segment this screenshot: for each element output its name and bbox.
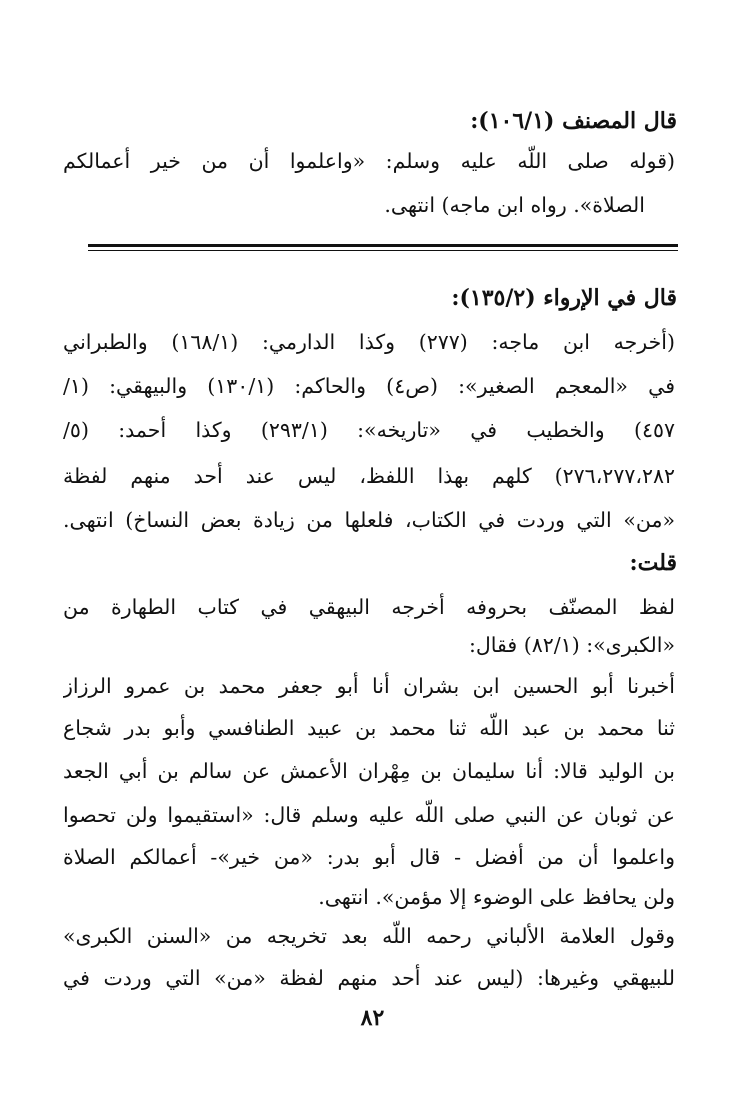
section2-line-4: ٢٧٦،٢٧٧،٢٨٢) كلهم بهذا اللفظ، ليس عند أحد منهم لفظة [63, 464, 675, 488]
section3-line-5: بن الوليد قالا: أنا سليمان بن مِهْران الأعمش عن سالم بن أبي الجعد [63, 759, 675, 783]
section3-line-9: وقول العلامة الألباني رحمه اللّه بعد تخريجه من «السنن الكبرى» [63, 924, 675, 948]
section2-line-1: (أخرجه ابن ماجه: (٢٧٧) وكذا الدارمي: (١٦٨/١) والطبراني [63, 330, 675, 354]
section3-line-2: «الكبرى»: (٨٢/١) فقال: [469, 633, 675, 657]
section3-line-8: ولن يحافظ على الوضوء إلا مؤمن». انتهى. [318, 885, 675, 909]
section1-line-2: الصلاة». رواه ابن ماجه) انتهى. [384, 193, 645, 217]
section3-heading: قلت: [629, 550, 677, 576]
section3-line-3: أخبرنا أبو الحسين ابن بشران أنا أبو جعفر محمد بن عمرو الرزاز [63, 674, 675, 698]
section3-line-1: لفظ المصنّف بحروفه أخرجه البيهقي في كتاب الطهارة من [63, 595, 675, 619]
section1-heading: قال المصنف (١٠٦/١): [470, 108, 677, 134]
section2-heading: قال في الإرواء (١٣٥/٢): [451, 285, 677, 311]
section2-line-3: ٤٥٧) والخطيب في «تاريخه»: (٢٩٣/١) وكذا أحمد: (٥/ [63, 418, 675, 442]
section2-line-2: في «المعجم الصغير»: (ص٤) والحاكم: (١٣٠/١) والبيهقي: (١/ [63, 374, 675, 398]
section-separator-thick [88, 244, 678, 247]
section3-line-6: عن ثوبان عن النبي صلى اللّه عليه وسلم قال: «استقيموا ولن تحصوا [63, 803, 675, 827]
section2-line-5: «من» التي وردت في الكتاب، فلعلها من زيادة بعض النساخ) انتهى. [63, 508, 675, 532]
section3-line-7: واعلموا أن من أفضل - قال أبو بدر: «من خير»- أعمالكم الصلاة [63, 845, 675, 869]
section3-line-10: للبيهقي وغيرها: (ليس عند أحد منهم لفظة «من» التي وردت في [63, 966, 675, 990]
section1-line-1: (قوله صلى اللّه عليه وسلم: «واعلموا أن من خير أعمالكم [63, 149, 675, 173]
page-number: ٨٢ [360, 1005, 385, 1031]
section-separator-thin [88, 250, 678, 251]
section3-line-4: ثنا محمد بن عبد اللّه ثنا محمد بن عبيد الطنافسي وأبو بدر شجاع [63, 716, 675, 740]
